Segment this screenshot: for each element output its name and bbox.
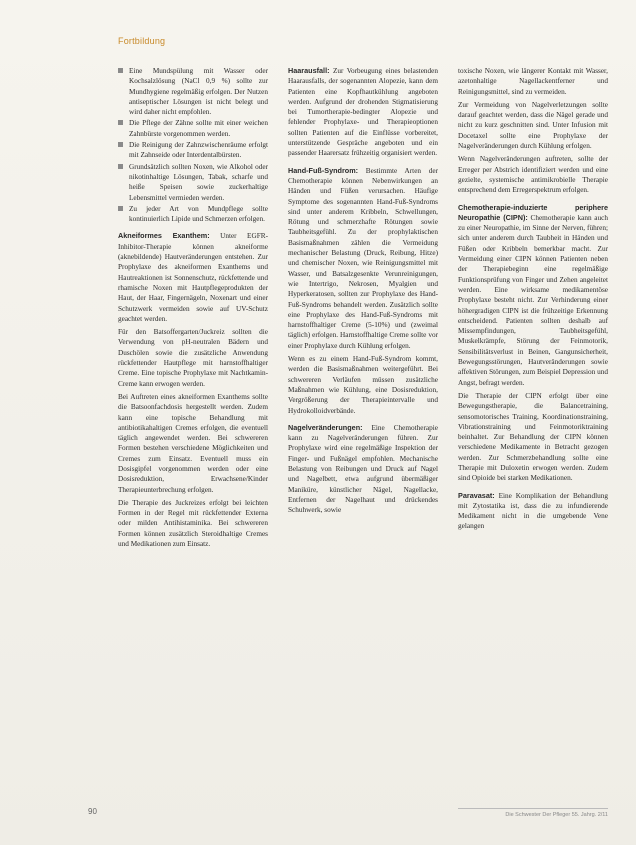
page-number: 90 <box>88 807 97 816</box>
paragraph: Wenn Nagelveränderungen auftreten, sollte der Erreger per Abstrich identifiziert werden und eine gezielte, systemische antimikrobielle Therapie entsprechend dem Erregerspektrum erfolgen. <box>458 155 608 195</box>
bullet-icon <box>118 206 123 211</box>
list-item: Eine Mundspülung mit Wasser oder Kochsalzlösung (NaCl 0,9 %) sollte zur Mundhygiene regelmäßig erfolgen. Der Nutzen antiseptischer Lösungen ist nicht belegt und wird daher nicht empfohlen. <box>118 66 268 117</box>
paragraph: Bei Auftreten eines akneiformen Exanthems sollte die Batsoonfachdosis hergestellt werden. Zudem kann eine topische Behandlung mit antibiotikahaltigen Cremes erfolgen, die eventuell täglich angewendet werden. Bei schwereren Formen bestehen verschiedene Möglichkeiten und Cremes zum Einsatz. Eventuell muss ein Dosisgipfel vorgenommen werden oder eine Dosisreduktion, Erwachsene/Kinder Therapieunterbrechung erfolgen. <box>118 392 268 494</box>
paragraph: Die Therapie des Juckreizes erfolgt bei leichten Formen in der Regel mit rückfettender Externa oder milden Antihistaminika. Bei schwereren Formen können zusätzlich Steroidhaltige Cremes und Medikationen zum Einsatz. <box>118 498 268 549</box>
bullet-icon <box>118 120 123 125</box>
bullet-icon <box>118 68 123 73</box>
paragraph: toxische Noxen, wie längerer Kontakt mit Wasser, azetonhaltige Nagellackentferner und Reinigungsmittel, sind zu vermeiden. <box>458 67 608 96</box>
section-header: Fortbildung <box>118 36 166 46</box>
paragraph: Paravasat: Eine Komplikation der Behandlung mit Zytostatika ist, dass die zu infundierende Medikament nicht in die umgebende Vene gelangen <box>458 490 609 531</box>
paragraph-heading: Akneiformes Exanthem: <box>118 231 210 241</box>
bullet-icon <box>118 164 123 169</box>
paragraph: Akneiformes Exanthem: Unter EGFR-Inhibitor-Therapie können akneiforme (aknebildende) Hautveränderungen entstehen. Zur Prophylaxe des akneiformen Exanthems und Hautreaktionen ist Sonnenschutz, rückfettende und rhamische Noxen mit Hautpflegeprodukten der Haut, der Haar, Fingernägeln, Noxenart und einer Schutzwerk vermeiden sowie auf UV-Schutz geachtet werden. <box>118 231 268 323</box>
care-bullet-list <box>118 66 268 224</box>
paragraph: Chemotherapie-induzierte periphere Neuropathie (CIPN): Chemotherapie kann auch zu einer Neuropathie, im Sinne der Nerven, führen; sich unter anderem durch Taubheit in Händen und Füßen oder Kribbeln bemerkbar macht. Zur Vermeidung einer CIPN können Patienten neben der Therapiebeginn eine regelmäßige Funktionsprüfung von Finger und Zehen angeleitet werden. Eine wirksame medikamentöse Prophylaxe besteht nicht. Zur Verhinderung einer höhergradigen CIPN ist die frühzeitige Erkennung entscheidend. Patienten sollten deshalb auf Missempfindungen, Taubheitsgefühl, Muskelkrämpfe, Störung der Feinmotorik, Sensibilitätsverlust in Beinen, Gangunsicherheit, Bewegungsstörungen, Hautveränderungen sowie affektiven Störungen, zum Beispiel Depression und Angst, befragt werden. <box>458 202 608 387</box>
paragraph-heading: Chemotherapie-induzierte periphere Neuropathie (CIPN): <box>458 202 608 222</box>
column-3 <box>458 66 608 535</box>
list-item: Die Reinigung der Zahnzwischenräume erfolgt mit Zahnseide oder Interdentalbürsten. <box>118 140 268 161</box>
column-1 <box>118 66 268 552</box>
paragraph-heading: Nagelveränderungen: <box>288 422 363 432</box>
paragraph-heading: Haarausfall: <box>288 66 330 75</box>
paragraph: Die Therapie der CIPN erfolgt über eine Bewegungstherapie, die Balancetraining, sensomotorisches Training, Koordinationstraining, Vibrationstraining und Feinmotoriktraining beinhaltet. Zur Behandlung der CIPN können verschiedene Medikamente in Betracht gezogen werden. Zur Schmerzbehandlung sollte eine Therapie mit Duloxetin erwogen werden. Zudem sind Opioide bei starken Medikationen. <box>458 391 608 483</box>
paragraph: Wenn es zu einem Hand-Fuß-Syndrom kommt, werden die Basismaßnahmen weitergeführt. Bei schwereren Verläufen müssen zusätzliche Maßnahmen wie Kühlung, eine Dosisreduktion, Vergrößerung der Therapieintervalle und Hydrokolloidverbände. <box>288 355 438 415</box>
paragraph: Für den Batsoffergarten/Juckreiz sollten die Verwendung von pH-neutralen Bädern und Duschölen sowie die zusätzliche Anwendung rückfettender Hautpflege mit harnstoffhaltiger Creme. Eine topische Prophylaxe mit Nachtkamin-Creme kann erwogen werden. <box>118 328 268 388</box>
paragraph: Zur Vermeidung von Nagelverletzungen sollte darauf geachtet werden, dass die Nägel gerade und nicht zu kurz geschnitten sind. Unter Infusion mit Docetaxel sollte eine Prophylaxe der Nagelveränderungen durch Kühlung erfolgen. <box>458 100 608 151</box>
bullet-icon <box>118 142 123 147</box>
paragraph-heading: Paravasat: <box>458 490 495 500</box>
paragraph-heading: Hand-Fuß-Syndrom: <box>288 165 359 175</box>
footer-divider <box>458 808 608 809</box>
column-2 <box>288 66 438 518</box>
list-item: Grundsätzlich sollten Noxen, wie Alkohol oder nikotinhaltige Lösungen, Tabak, scharfe und heiße Speisen sowie zuckerhaltige Lebensmittel vermieden werden. <box>118 162 268 203</box>
journal-footer: Die Schwester Der Pfleger 55. Jahrg. 2/11 <box>505 812 608 818</box>
list-item: Die Pflege der Zähne sollte mit einer weichen Zahnbürste vorgenommen werden. <box>118 118 268 139</box>
paragraph: Haarausfall: Zur Vorbeugung eines belastenden Haarausfalls, der sogenannten Alopezie, kann dem Patienten eine Kopfhautkühlung angeboten werden. Aufgrund der drohenden Stigmatisierung bei Tumortherapie-bedingter Alopezie und fehlender Prophylaxe- und Therapieoptionen sollten Patienten auf die Einflüsse vorbereitet, unterstützende Gespräche angeboten und ein passender Haarersatz frühzeitig organisiert werden. <box>288 66 439 158</box>
list-item: Zu jeder Art von Mundpflege sollte kontinuierlich Lipide und Schmerzen erfolgen. <box>118 204 268 225</box>
paragraph: Hand-Fuß-Syndrom: Bestimmte Arten der Chemotherapie können Nebenwirkungen an Händen und Füßen verursachen. Häufige Symptome des sogenannten Hand-Fuß-Syndroms sind unter anderem Kribbeln, Schwellungen, Rötung und schmerzhafte Rötungen sowie Taubheitsgefühl. Zu der prophylaktischen Basismaßnahmen zählen die Vermeidung mechanischer Belastung (Druck, Reibung, Hitze) und chemischer Noxen, wie Reinigungsmittel mit Wasser, und Batsalzgesenkte Verunreinigungen, wie Intertrigo, Nekrosen, Myalgien und Hyperkeratosen, sollten zur Prophylaxe des Hand-Fuß-Syndroms behandelt werden. Zusätzlich sollte eine Prophylaxe des Hand-Fuß-Syndroms mit harnstoffhaltiger Creme (5-10%) und (zweimal täglich) erfolgen. Harnstoffhaltige Creme sollte vor einer Prophylaxe durch Kühlung erfolgen. <box>288 165 439 350</box>
paragraph: Nagelveränderungen: Eine Chemotherapie kann zu Nagelveränderungen führen. Zur Prophylaxe wird eine regelmäßige Inspektion der Finger- und Fußnägel empfohlen. Mechanische Belastung von Reibungen und Druck auf Nagel und Nagelbett, etwa aufgrund übermäßiger Maniküre, künstlicher Nägel, Nagellacke, Entfernen der Nagelhaut und drückendes Schuhwerk, sowie <box>288 422 438 515</box>
